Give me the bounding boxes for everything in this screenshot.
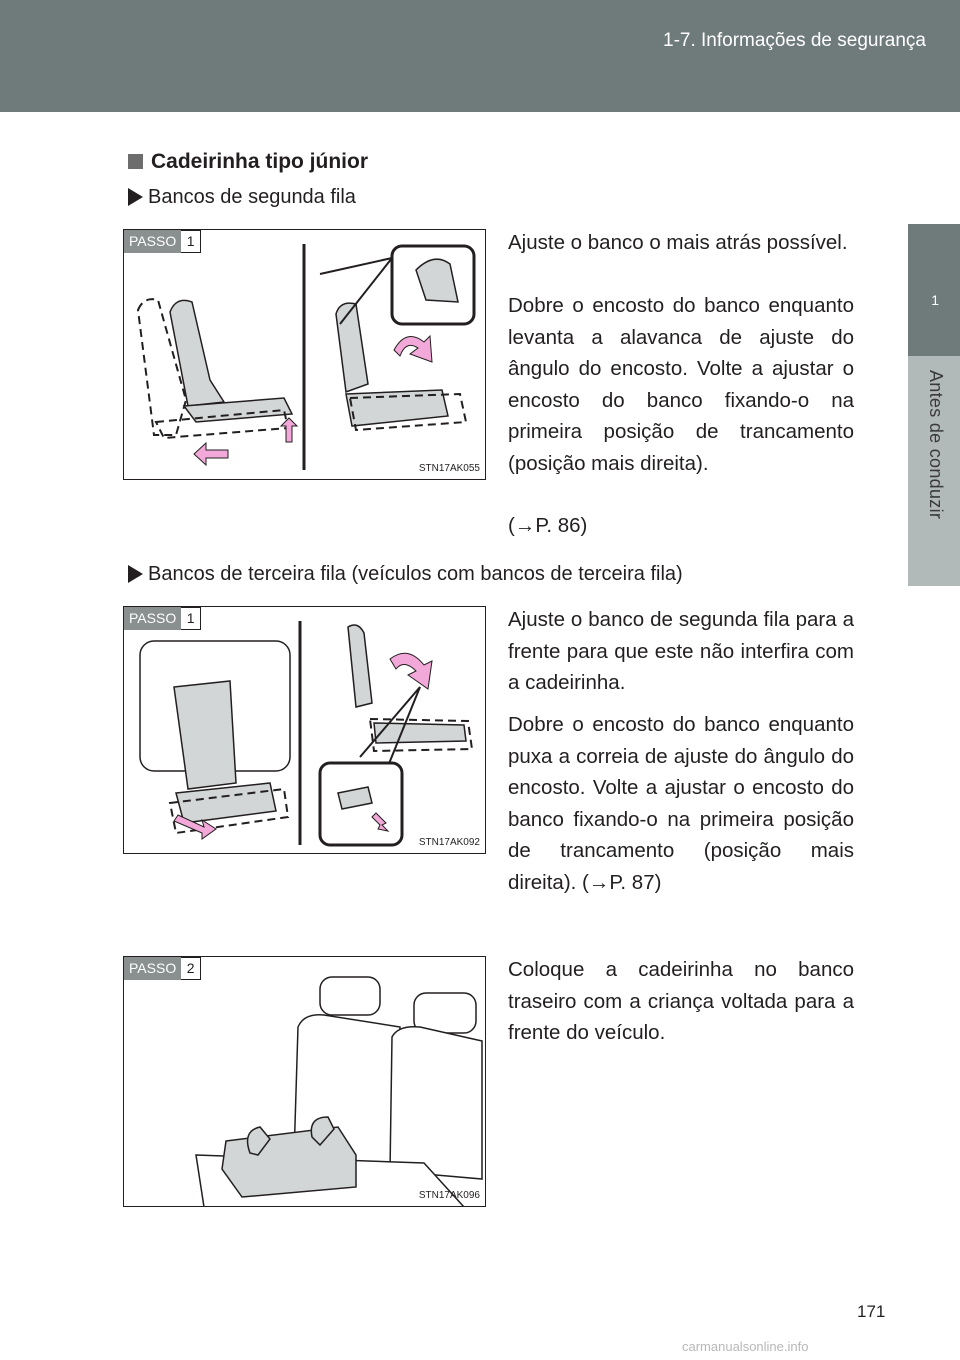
seat-illustration [124,230,486,480]
triangle-bullet-icon [128,565,143,583]
paragraph: Ajuste o banco de segunda fila para a frente para que este não interfira com a cadeirinha. [508,608,854,694]
step-number: 2 [181,957,201,980]
step-word: PASSO [124,957,181,980]
figure-second-row-step1 [123,229,486,480]
page-number: 171 [857,1302,886,1321]
subheading-text: Bancos de terceira fila (veículos com bancos de terceira fila) [148,563,683,585]
seat-illustration [124,957,486,1207]
paragraph: Coloque a cadeirinha no banco traseiro com a criança voltada para a frente do veículo. [508,958,854,1044]
square-bullet-icon [128,154,143,169]
paragraph: Dobre o encosto do banco enquanto puxa a correia de ajuste do ângulo do encosto. Volte a ajustar o encosto do banco fixando-o na primeira posição de trancamento (posição mais direita). (→P. 87) [508,713,854,894]
figure-code: STN17AK055 [418,463,480,474]
step-word: PASSO [124,607,181,630]
header-bar [0,0,960,112]
step-badge [124,607,201,630]
chapter-title: 1-7. Informações de segurança [663,30,926,51]
paragraph: Dobre o encosto do banco enquanto levanta a alavanca de ajuste do ângulo do encosto. Volte a ajustar o encosto do banco fixando-o na primeira posição de trancamento (posição mais direita). [508,294,854,475]
figure-step2 [123,956,486,1207]
chapter-number: 1 [931,292,939,308]
subheading-text: Bancos de segunda fila [148,186,356,208]
section-title: Cadeirinha tipo júnior [151,150,369,173]
subheading-third-row [128,563,683,586]
step-number: 1 [181,230,201,253]
seat-illustration [124,607,486,854]
step-badge [124,957,201,980]
section-heading [128,150,368,174]
watermark: carmanualsonline.info [682,1339,809,1354]
paragraph: Ajuste o banco o mais atrás possível. [508,231,848,254]
triangle-bullet-icon [128,188,143,206]
chapter-label: Antes de conduzir [926,370,946,520]
figure-code: STN17AK092 [418,837,480,848]
figure-code: STN17AK096 [418,1190,480,1201]
reference-link[interactable]: (→P. 86) [508,514,588,537]
subheading-second-row [128,186,356,209]
step-badge [124,230,201,253]
figure-third-row-step1 [123,606,486,854]
step-number: 1 [181,607,201,630]
step-word: PASSO [124,230,181,253]
chapter-tab [908,224,960,356]
